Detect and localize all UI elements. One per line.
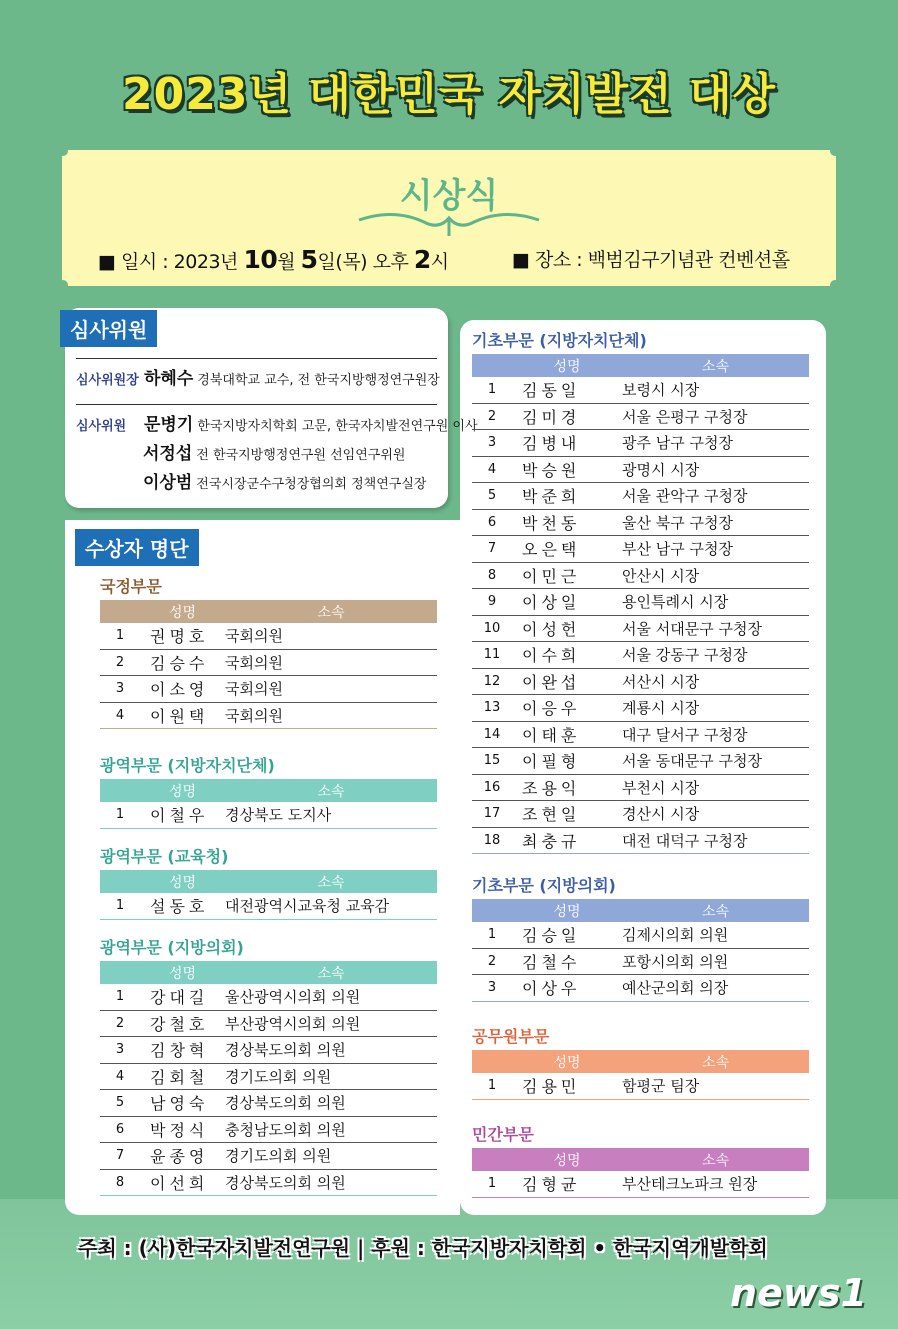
winner-name: 김회철 bbox=[150, 1067, 209, 1087]
col-name: 성명 bbox=[168, 783, 197, 800]
winner-name: 김승일 bbox=[522, 926, 581, 946]
table-header bbox=[100, 600, 437, 623]
winner-affiliation: 광명시 시장 bbox=[622, 460, 700, 479]
row-number: 1 bbox=[487, 927, 497, 943]
winner-affiliation: 보령시 시장 bbox=[622, 381, 700, 400]
col-org: 소속 bbox=[701, 358, 730, 375]
winner-name: 김동일 bbox=[522, 381, 581, 401]
table-row bbox=[100, 802, 437, 829]
winner-affiliation: 부산광역시의회 의원 bbox=[225, 1014, 361, 1033]
table-row bbox=[472, 1073, 809, 1100]
winner-name: 이원택 bbox=[150, 706, 209, 726]
table-row bbox=[472, 430, 809, 457]
winner-name: 이민근 bbox=[522, 566, 581, 586]
winner-affiliation: 부산 남구 구청장 bbox=[622, 540, 733, 559]
row-number: 11 bbox=[483, 647, 501, 663]
table-row bbox=[472, 748, 809, 775]
winner-affiliation: 광주 남구 구청장 bbox=[622, 434, 733, 453]
table-row bbox=[472, 722, 809, 749]
winner-name: 박정식 bbox=[150, 1120, 209, 1140]
row-number: 5 bbox=[115, 1095, 125, 1111]
ceremony-place: ■ 장소 : 백범김구기념관 컨벤션홀 bbox=[512, 249, 790, 271]
winner-name: 김미경 bbox=[522, 407, 581, 427]
winner-affiliation: 부산테크노파크 원장 bbox=[622, 1175, 758, 1194]
table-header bbox=[100, 870, 437, 893]
table-header bbox=[472, 1050, 809, 1073]
col-name: 성명 bbox=[553, 1152, 581, 1169]
corner-dot bbox=[830, 280, 840, 290]
winner-affiliation: 안산시 시장 bbox=[622, 566, 700, 585]
table-row bbox=[100, 703, 437, 730]
table-row bbox=[472, 457, 809, 484]
winner-name: 이태훈 bbox=[522, 725, 581, 745]
award-section bbox=[100, 757, 437, 829]
table-row bbox=[472, 483, 809, 510]
news1-logo: news1 bbox=[730, 1271, 867, 1315]
winner-name: 이선희 bbox=[150, 1173, 209, 1193]
winner-name: 김창혁 bbox=[150, 1041, 209, 1061]
table-header bbox=[100, 779, 437, 802]
winner-affiliation: 국회의원 bbox=[225, 653, 283, 672]
table-row bbox=[472, 975, 809, 1002]
winner-name: 김승수 bbox=[150, 653, 209, 673]
ceremony-heading: 시상식 bbox=[399, 176, 499, 216]
col-org: 소속 bbox=[317, 874, 345, 891]
winner-affiliation: 포항시의회 의원 bbox=[622, 952, 729, 971]
winner-affiliation: 경산시 시장 bbox=[622, 805, 700, 824]
table-row bbox=[472, 775, 809, 802]
row-number: 13 bbox=[483, 700, 501, 716]
winner-affiliation: 용인특례시 시장 bbox=[622, 593, 729, 612]
winner-name: 김용민 bbox=[522, 1077, 581, 1097]
corner-dot bbox=[58, 280, 68, 290]
section-title: 민간부문 bbox=[472, 1125, 534, 1144]
award-section bbox=[100, 939, 437, 1196]
row-number: 1 bbox=[115, 807, 125, 823]
table-row bbox=[472, 404, 809, 431]
award-section bbox=[100, 578, 437, 729]
row-number: 14 bbox=[483, 726, 501, 742]
section-title: 공무원부문 bbox=[472, 1027, 550, 1046]
table-row bbox=[472, 669, 809, 696]
winner-affiliation: 계룡시 시장 bbox=[622, 699, 700, 718]
winner-name: 조용익 bbox=[522, 778, 581, 798]
section-title: 광역부문 (지방의회) bbox=[100, 938, 244, 957]
winner-affiliation: 김제시의회 의원 bbox=[622, 926, 729, 945]
award-section bbox=[472, 332, 809, 854]
section-title: 기초부문 (지방자치단체) bbox=[472, 331, 647, 350]
row-number: 4 bbox=[115, 707, 125, 723]
row-number: 4 bbox=[115, 1068, 125, 1084]
row-number: 1 bbox=[487, 382, 497, 398]
col-name: 성명 bbox=[168, 965, 197, 982]
row-number: 3 bbox=[487, 435, 497, 451]
col-org: 소속 bbox=[317, 783, 345, 800]
winners-tag: 수상자 명단 bbox=[75, 529, 199, 566]
winner-affiliation: 경상북도의회 의원 bbox=[225, 1173, 346, 1192]
award-section bbox=[472, 1126, 809, 1198]
col-org: 소속 bbox=[317, 604, 345, 621]
award-section bbox=[100, 848, 437, 920]
award-section bbox=[472, 1028, 809, 1100]
table-row bbox=[472, 536, 809, 563]
table-row bbox=[100, 893, 437, 920]
winner-name: 박준희 bbox=[522, 487, 581, 507]
table-header bbox=[472, 354, 809, 377]
poster-title: 2023년 대한민국 자치발전 대상 bbox=[122, 69, 776, 120]
winner-name: 김형균 bbox=[522, 1175, 581, 1195]
table-row bbox=[100, 984, 437, 1011]
table-header bbox=[472, 899, 809, 922]
table-row bbox=[472, 563, 809, 590]
col-name: 성명 bbox=[553, 903, 581, 920]
col-org: 소속 bbox=[701, 903, 730, 920]
judge-chair: 심사위원장 하혜수 경북대학교 교수, 전 한국지방행정연구원장 bbox=[76, 369, 440, 389]
row-number: 1 bbox=[487, 1078, 497, 1094]
row-number: 18 bbox=[483, 832, 501, 848]
row-number: 2 bbox=[487, 953, 497, 969]
winner-name: 최충규 bbox=[522, 831, 581, 851]
table-row bbox=[100, 1090, 437, 1117]
ornament-icon bbox=[354, 208, 544, 238]
winner-name: 오은택 bbox=[522, 540, 581, 560]
winner-affiliation: 부천시 시장 bbox=[622, 778, 700, 797]
table-row bbox=[100, 1170, 437, 1197]
winner-name: 윤종영 bbox=[150, 1147, 209, 1167]
winner-affiliation: 서울 관악구 구청장 bbox=[622, 487, 748, 506]
table-row bbox=[100, 650, 437, 677]
winner-affiliation: 함평군 팀장 bbox=[622, 1077, 700, 1096]
winner-affiliation: 서울 동대문구 구청장 bbox=[622, 752, 762, 771]
row-number: 17 bbox=[483, 806, 501, 822]
winner-affiliation: 서산시 시장 bbox=[622, 672, 700, 691]
winner-affiliation: 울산광역시의회 의원 bbox=[225, 988, 361, 1007]
row-number: 4 bbox=[487, 461, 497, 477]
judge-member: 서정섭 전 한국지방행정연구원 선임연구위원 bbox=[143, 444, 406, 464]
judge-member: 이상범 전국시장군수구청장협의회 정책연구실장 bbox=[143, 473, 427, 493]
judge-member: 심사위원 문병기 한국지방자치학회 고문, 한국자치발전연구원 이사 bbox=[76, 415, 478, 435]
row-number: 5 bbox=[487, 488, 497, 504]
winner-name: 김철수 bbox=[522, 952, 581, 972]
col-org: 소속 bbox=[701, 1054, 730, 1071]
winner-affiliation: 경기도의회 의원 bbox=[225, 1147, 332, 1166]
winner-name: 박천동 bbox=[522, 513, 581, 533]
row-number: 2 bbox=[115, 654, 125, 670]
row-number: 3 bbox=[487, 980, 497, 996]
row-number: 7 bbox=[115, 1148, 125, 1164]
col-name: 성명 bbox=[168, 874, 197, 891]
corner-dot bbox=[58, 146, 68, 156]
divider bbox=[76, 358, 437, 359]
col-org: 소속 bbox=[317, 965, 345, 982]
table-header bbox=[100, 961, 437, 984]
award-section bbox=[472, 877, 809, 1002]
divider bbox=[76, 404, 437, 405]
table-row bbox=[472, 1171, 809, 1198]
winner-affiliation: 경상북도의회 의원 bbox=[225, 1041, 346, 1060]
winner-name: 이성헌 bbox=[522, 619, 581, 639]
section-title: 광역부문 (교육청) bbox=[100, 847, 229, 866]
winner-affiliation: 대전광역시교육청 교육감 bbox=[225, 897, 390, 916]
winner-affiliation: 대전 대덕구 구청장 bbox=[622, 831, 748, 850]
winner-name: 이상우 bbox=[522, 979, 581, 999]
winner-name: 박승원 bbox=[522, 460, 581, 480]
row-number: 3 bbox=[115, 1042, 125, 1058]
winner-name: 이필형 bbox=[522, 752, 581, 772]
table-row bbox=[100, 676, 437, 703]
winner-affiliation: 울산 북구 구청장 bbox=[622, 513, 733, 532]
table-header bbox=[472, 1148, 809, 1171]
winner-name: 이소영 bbox=[150, 680, 209, 700]
row-number: 3 bbox=[115, 681, 125, 697]
col-name: 성명 bbox=[553, 1054, 581, 1071]
corner-dot bbox=[830, 146, 840, 156]
winner-name: 남영숙 bbox=[150, 1094, 209, 1114]
col-name: 성명 bbox=[168, 604, 197, 621]
table-row bbox=[472, 377, 809, 404]
winner-affiliation: 국회의원 bbox=[225, 680, 283, 699]
winner-name: 김병내 bbox=[522, 434, 581, 454]
table-row bbox=[472, 589, 809, 616]
winner-affiliation: 서울 서대문구 구청장 bbox=[622, 619, 762, 638]
ceremony-date: ■ 일시 : 2023년 10월 5일(목) 오후 2시 bbox=[98, 245, 449, 274]
row-number: 1 bbox=[115, 989, 125, 1005]
table-row bbox=[472, 616, 809, 643]
table-row bbox=[472, 922, 809, 949]
winner-name: 이수희 bbox=[522, 646, 581, 666]
winner-name: 강대길 bbox=[150, 988, 209, 1008]
section-title: 국정부문 bbox=[100, 577, 162, 596]
row-number: 16 bbox=[483, 779, 501, 795]
winner-affiliation: 서울 강동구 구청장 bbox=[622, 646, 748, 665]
winner-affiliation: 국회의원 bbox=[225, 627, 283, 646]
judges-tag: 심사위원 bbox=[60, 310, 157, 347]
row-number: 7 bbox=[487, 541, 497, 557]
col-org: 소속 bbox=[701, 1152, 730, 1169]
table-row bbox=[100, 1037, 437, 1064]
table-row bbox=[472, 642, 809, 669]
row-number: 1 bbox=[115, 628, 125, 644]
table-row bbox=[472, 695, 809, 722]
row-number: 1 bbox=[115, 898, 125, 914]
row-number: 9 bbox=[487, 594, 497, 610]
winner-affiliation: 경기도의회 의원 bbox=[225, 1067, 332, 1086]
table-row bbox=[100, 1117, 437, 1144]
ceremony-banner bbox=[62, 150, 836, 286]
winner-name: 이철우 bbox=[150, 806, 209, 826]
row-number: 10 bbox=[483, 620, 501, 636]
row-number: 2 bbox=[115, 1015, 125, 1031]
winner-name: 조현일 bbox=[522, 805, 581, 825]
table-row bbox=[100, 1143, 437, 1170]
winner-name: 이응우 bbox=[522, 699, 581, 719]
row-number: 6 bbox=[487, 514, 497, 530]
row-number: 8 bbox=[487, 567, 497, 583]
row-number: 6 bbox=[115, 1121, 125, 1137]
table-row bbox=[100, 623, 437, 650]
winner-affiliation: 서울 은평구 구청장 bbox=[622, 407, 748, 426]
winner-affiliation: 경상북도 도지사 bbox=[225, 806, 332, 825]
col-name: 성명 bbox=[553, 358, 581, 375]
winner-name: 이완섭 bbox=[522, 672, 581, 692]
footer-organizers: 주최 : (사)한국자치발전연구원 | 후원 : 한국지방자치학회 • 한국지역개발학회 bbox=[78, 1236, 768, 1260]
winner-affiliation: 국회의원 bbox=[225, 706, 283, 725]
winner-name: 이상일 bbox=[522, 593, 581, 613]
row-number: 2 bbox=[487, 408, 497, 424]
winner-affiliation: 경상북도의회 의원 bbox=[225, 1094, 346, 1113]
winner-affiliation: 충청남도의회 의원 bbox=[225, 1120, 346, 1139]
table-row bbox=[472, 801, 809, 828]
winner-affiliation: 대구 달서구 구청장 bbox=[622, 725, 748, 744]
row-number: 12 bbox=[483, 673, 501, 689]
table-row bbox=[100, 1011, 437, 1038]
winner-name: 권명호 bbox=[150, 627, 209, 647]
winner-name: 설동호 bbox=[150, 897, 209, 917]
row-number: 8 bbox=[115, 1174, 125, 1190]
row-number: 15 bbox=[483, 753, 501, 769]
table-row bbox=[472, 949, 809, 976]
table-row bbox=[472, 510, 809, 537]
winner-affiliation: 예산군의회 의장 bbox=[622, 979, 729, 998]
row-number: 1 bbox=[487, 1176, 497, 1192]
table-row bbox=[100, 1064, 437, 1091]
section-title: 기초부문 (지방의회) bbox=[472, 876, 616, 895]
winner-name: 강철호 bbox=[150, 1014, 209, 1034]
table-row bbox=[472, 828, 809, 855]
section-title: 광역부문 (지방자치단체) bbox=[100, 756, 275, 775]
